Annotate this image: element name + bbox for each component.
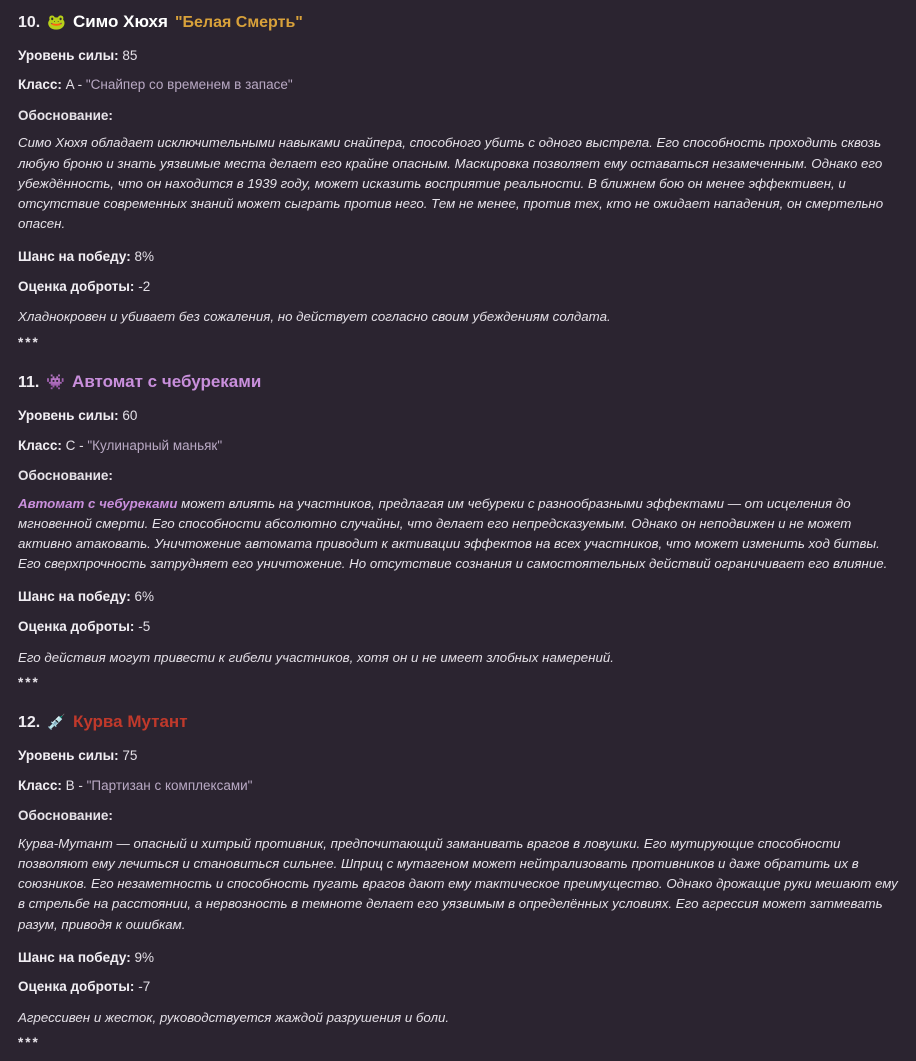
entry-number: 11.	[18, 374, 40, 392]
class-letter: C -	[65, 437, 84, 453]
power-level-label: Уровень силы:	[18, 407, 119, 423]
class-field	[18, 70, 898, 100]
power-level-value: 60	[122, 407, 138, 423]
kindness-field	[18, 612, 898, 642]
reason-text	[18, 488, 898, 583]
kindness-value: -7	[138, 979, 151, 995]
entry-separator: ***	[18, 334, 40, 350]
power-level-field	[18, 401, 898, 431]
class-label: Класс:	[18, 437, 62, 453]
entry-title	[18, 360, 898, 401]
character-entry	[0, 360, 916, 700]
win-chance-label: Шанс на победу:	[18, 589, 131, 605]
class-letter: B -	[65, 777, 83, 793]
reason-text: Симо Хюхя обладает исключительными навыками снайпера, способного убить с одного выстрела. Его способность проходить сквозь любую броню и знать уязвимые места делает его крайне опасным. Маскировка позволяет ему оставаться незамеченным. Однако его убеждённость, что он находится в 1939 году, может исказить восприятие реальности. В ближнем бою он менее эффективен, и отсутствие современных знаний может сыграть против него. Тем не менее, против тех, кто не ожидает нападения, он смертельно опасен.	[18, 135, 884, 232]
power-level-value: 85	[122, 47, 138, 63]
kindness-label: Оценка доброты:	[18, 979, 135, 995]
reason-label: Обоснование:	[18, 468, 113, 484]
kindness-value: -5	[138, 619, 151, 634]
character-entry	[0, 0, 916, 360]
entry-separator: ***	[18, 674, 40, 690]
kindness-value: -2	[138, 278, 151, 294]
reason-text: Курва-Мутант — опасный и хитрый противник, предпочитающий заманивать врагов в ловушки. Его мутирующие способности позволяют ему лечиться и становиться сильнее. Шприц с мутагеном может нейтрализовать противников и даже обратить их в союзников. Его незаметность и способность пугать врагов дают ему тактическое преимущество. Однако дрожащие руки мешают ему в стрельбе на расстоянии, а нервозность в темноте делает его уязвимым в определённых условиях. Его агрессия может затмевать разум, приводя к ошибкам.	[18, 835, 898, 932]
character-nickname: "Белая Смерть"	[174, 14, 303, 31]
kindness-field	[18, 272, 898, 302]
class-quote: "Кулинарный маньяк"	[87, 437, 223, 453]
kindness-note: Его действия могут привести к гибели участников, хотя он и не имеет злобных намерений.	[18, 649, 614, 665]
entry-title	[18, 0, 898, 41]
class-letter: A -	[65, 77, 83, 93]
character-name: Автомат с чебуреками	[72, 372, 262, 392]
power-level-label: Уровень силы:	[18, 748, 119, 764]
syringe-icon: 💉	[47, 714, 66, 732]
kindness-note: Агрессивен и жесток, руководствуется жаждой разрушения и боли.	[18, 1009, 450, 1025]
win-chance-label: Шанс на победу:	[18, 949, 131, 965]
reason-label: Обоснование:	[18, 808, 113, 824]
class-quote: "Партизан с комплексами"	[86, 777, 253, 793]
character-name: Курва Мутант	[72, 712, 188, 732]
entry-number: 12.	[18, 714, 41, 732]
class-label: Класс:	[18, 777, 62, 793]
power-level-label: Уровень силы:	[18, 47, 119, 63]
class-field	[18, 431, 898, 461]
kindness-field	[18, 972, 898, 1002]
reason-body: может влиять на участников, предлагая им чебуреки с разнообразными эффектами — от исцеления до мгновенной смерти. Его способности абсолютно случайны, что делает его непредсказуемым. Однако он неподвижен и не может активно атаковать. Уничтожение автомата приводит к активации эффектов на всех участников, что может изменить ход битвы. Его сверхпрочность затрудняет его уничтожение. Но отсутствие сознания и самостоятельных действий ограничивает его влияние.	[18, 495, 888, 572]
win-chance-field	[18, 242, 898, 272]
power-level-value: 75	[122, 748, 138, 764]
win-chance-value: 6%	[134, 589, 154, 605]
win-chance-field	[18, 582, 898, 612]
power-level-field	[18, 741, 898, 771]
kindness-label: Оценка доброты:	[18, 619, 135, 634]
character-entry	[0, 700, 916, 1060]
power-level-field	[18, 41, 898, 71]
entry-title	[18, 700, 898, 741]
reason-highlight: Автомат с чебуреками	[18, 495, 178, 511]
win-chance-label: Шанс на победу:	[18, 249, 131, 265]
win-chance-field	[18, 943, 898, 973]
class-quote: "Снайпер со временем в запасе"	[85, 77, 293, 93]
entry-separator: ***	[18, 1035, 40, 1051]
character-name: Симо Хюхя	[72, 12, 168, 31]
entry-number: 10.	[18, 14, 41, 31]
win-chance-value: 9%	[134, 949, 154, 965]
class-label: Класс:	[18, 77, 62, 93]
kindness-label: Оценка доброты:	[18, 278, 135, 294]
frog-icon: 🐸	[47, 14, 66, 31]
class-field	[18, 771, 898, 801]
kindness-note: Хладнокровен и убивает без сожаления, но действует согласно своим убеждениям солдата.	[18, 309, 611, 325]
win-chance-value: 8%	[134, 249, 154, 265]
alien-monster-icon: 👾	[46, 374, 66, 392]
reason-label: Обоснование:	[18, 107, 113, 123]
